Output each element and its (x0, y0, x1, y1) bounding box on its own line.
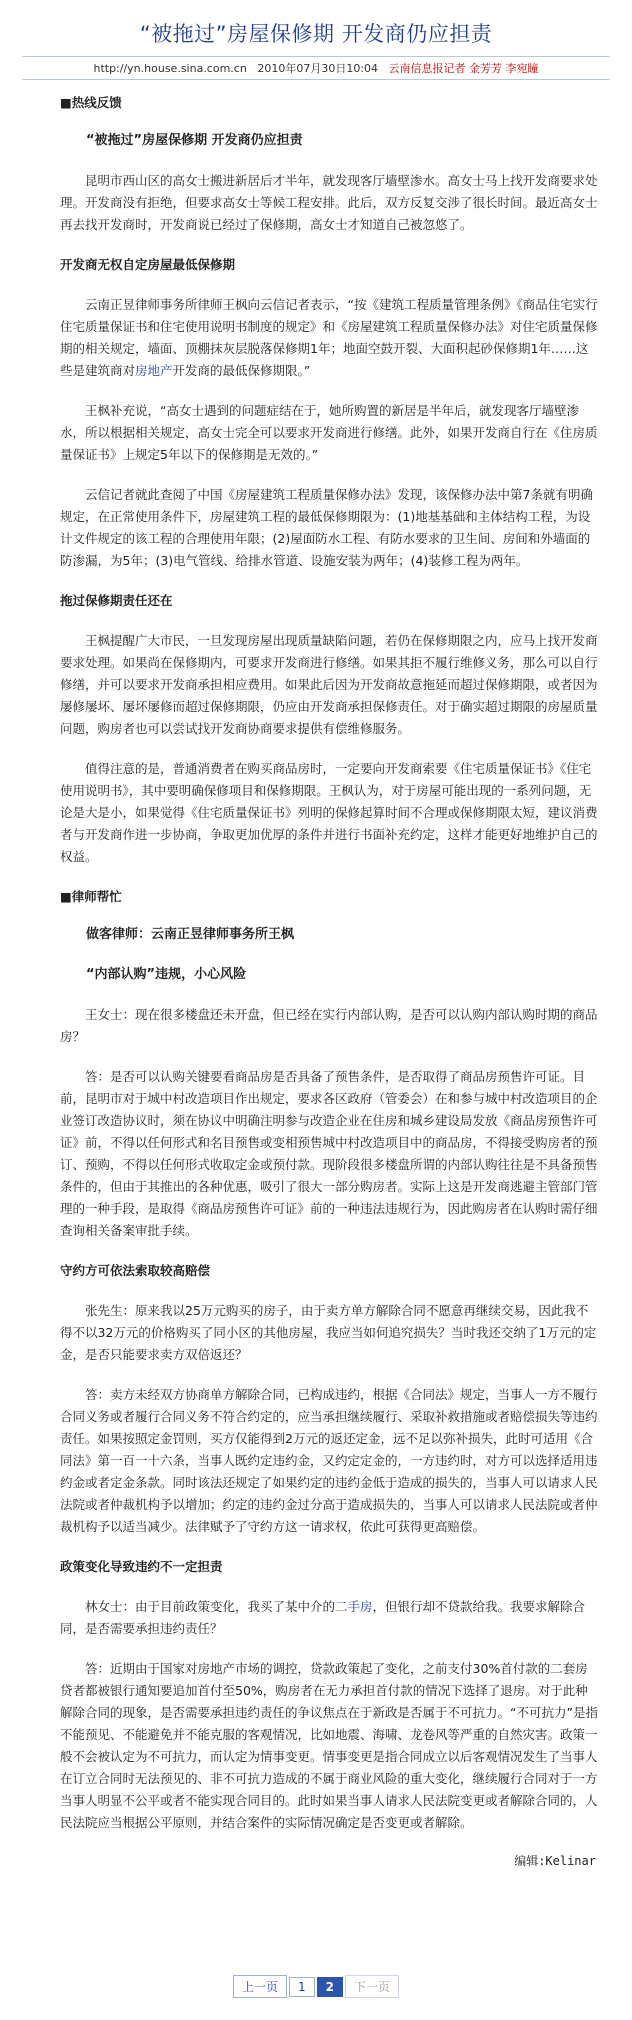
page-2-current: 2 (317, 1977, 343, 1997)
inline-link[interactable]: 房地产 (135, 363, 173, 378)
paragraph (60, 630, 598, 740)
paragraph-text: “内部认购”违规，小心风险 (86, 967, 247, 982)
paragraph (60, 294, 598, 382)
sub-heading (60, 130, 598, 152)
paragraph-text: 答：卖方未经双方协商单方解除合同，已构成违约，根据《合同法》规定，当事人一方不履行合同义务或者履行合同义务不符合约定的，应当承担继续履行、采取补救措施或者赔偿损失等违约责任。如果按照定金罚则，买方仅能得到2万元的返还定金，远不足以弥补损失，此时可适用《合同法》第一百一十六条，当事人既约定违约金，又约定定金的，一方违约时，对方可以选择适用违约金或者定金条款。同时该法还规定了如果约定的违约金低于造成的损失的，当事人可以请求人民法院或者仲裁机构予以增加；约定的违约金过分高于造成损失的，当事人可以请求人民法院或者仲裁机构予以适当减少。法律赋予了守约方这一请求权，依此可获得更高赔偿。 (60, 1387, 598, 1534)
sub-heading (60, 924, 598, 946)
paragraph (60, 400, 598, 466)
prev-page-button[interactable]: 上一页 (233, 1975, 287, 1998)
article-body (60, 92, 598, 1869)
sub-heading (60, 590, 598, 612)
paragraph-text: 开发商的最低保修期限。” (172, 363, 311, 378)
sub-heading (60, 254, 598, 276)
editor-signature: 编辑:Kelinar (514, 1854, 596, 1868)
paragraph-text: 林女士：由于目前政策变化，我买了某中介的 (85, 1599, 336, 1614)
paragraph-text: ，但银行却不贷款给我。我要求解除合同，是否需要承担违约责任？ (60, 1599, 586, 1636)
publish-datetime: 2010年07月30日10:04 (257, 62, 379, 75)
meta-divider (22, 79, 610, 80)
paragraph (60, 1658, 598, 1834)
article-author[interactable]: 云南信息报记者 金芳芳 李宛瞳 (388, 62, 539, 75)
section-heading (60, 92, 598, 114)
paragraph (60, 1300, 598, 1366)
paragraph (60, 1596, 598, 1640)
article-title: “被拖过”房屋保修期 开发商仍应担责 (139, 22, 493, 46)
paragraph-text: “被拖过”房屋保修期 开发商仍应担责 (86, 133, 303, 148)
paragraph-text: 值得注意的是，普通消费者在购买商品房时，一定要向开发商索要《住宅质量保证书》《住宅使用说明书》，其中要明确保修项目和保修期限。王枫认为，对于房屋可能出现的一系列问题，无论是大是小，如果觉得《住宅质量保证书》列明的保修起算时间不合理或保修期限太短，建议消费者与开发商作进一步协商，争取更加优厚的条件并进行书面补充约定，这样才能更好地维护自己的权益。 (60, 761, 598, 864)
paragraph-text: 政策变化导致违约不一定担责 (60, 1559, 223, 1574)
paragraph-text: ■律师帮忙 (60, 889, 122, 904)
sub-heading (60, 964, 598, 986)
source-url[interactable]: http://yn.house.sina.com.cn (93, 62, 247, 75)
paragraph-text: 王枫补充说，“高女士遇到的问题症结在于，她所购置的新居是半年后，就发现客厅墙壁渗水，所以根据相关规定，高女士完全可以要求开发商进行修缮。此外，如果开发商自行在《住房质量保证书》上规定5年以下的保修期是无效的。” (60, 403, 598, 462)
paragraph-text: 云南正昱律师事务所律师王枫向云信记者表示，“按《建筑工程质量管理条例》《商品住宅实行住宅质量保证书和住宅使用说明书制度的规定》和《房屋建筑工程质量保修办法》对住宅质量保修期的相关规定，墙面、顶棚抹灰层脱落保修期1年；地面空鼓开裂、大面积起砂保修期1年……这些是建筑商对 (60, 297, 598, 378)
paragraph-text: 答：是否可以认购关键要看商品房是否具备了预售条件，是否取得了商品房预售许可证。目前，昆明市对于城中村改造项目作出规定，要求各区政府（管委会）在和参与城中村改造项目的企业签订改造协议时，须在协议中明确注明参与改造企业在住房和城乡建设局发放《商品房预售许可证》前，不得以任何形式和名目预售或变相预售城中村改造项目中的商品房，不得接受购房者的预订、预购，不得以任何形式收取定金或预付款。现阶段很多楼盘所谓的内部认购往往是不具备预售条件的，但由于其推出的各种优惠，吸引了很大一部分购房者。实际上这是开发商逃避主管部门管理的一种手段，是取得《商品房预售许可证》前的一种违法违规行为，因此购房者在认购时需仔细查询相关备案审批手续。 (60, 1069, 598, 1238)
paragraph-text: 拖过保修期责任还在 (60, 593, 173, 608)
next-page-button[interactable]: 下一页 (345, 1975, 399, 1998)
paragraph-text: 云信记者就此查阅了中国《房屋建筑工程质量保修办法》发现，该保修办法中第7条就有明确规定，在正常使用条件下，房屋建筑工程的最低保修期限为：(1)地基基础和主体结构工程，为设计文件规定的该工程的合理使用年限；(2)屋面防水工程、有防水要求的卫生间、房间和外墙面的防渗漏，为5年；(3)电气管线、给排水管道、设施安装为两年；(4)装修工程为两年。 (60, 487, 593, 568)
paragraph-text: 王枫提醒广大市民，一旦发现房屋出现质量缺陷问题，若仍在保修期限之内，应马上找开发商要求处理。如果尚在保修期内，可要求开发商进行修缮。如果其拒不履行维修义务，那么可以自行修缮，并可以要求开发商承担相应费用。如果此后因为开发商故意拖延而超过保修期限，或者因为屡修屡坏、屡坏屡修而超过保修期限，仍应由开发商承担保修责任。对于确实超过期限的房屋质量问题，购房者也可以尝试找开发商协商要求提供有偿维修服务。 (60, 633, 598, 736)
pagination (0, 1975, 632, 1998)
page-1-link[interactable]: 1 (289, 1977, 315, 1997)
paragraph (60, 484, 598, 572)
paragraph-text: 昆明市西山区的高女士搬进新居后才半年，就发现客厅墙壁渗水。高女士马上找开发商要求处理。开发商没有拒绝，但要求高女士等候工程安排。此后，双方反复交涉了很长时间。最近高女士再去找开发商时，开发商说已经过了保修期，高女士才知道自己被忽悠了。 (60, 173, 598, 232)
sub-heading (60, 1556, 598, 1578)
inline-link[interactable]: 二手房 (335, 1599, 373, 1614)
paragraph (60, 1384, 598, 1538)
paragraph (60, 170, 598, 236)
paragraph-text: 守约方可依法索取较高赔偿 (60, 1263, 211, 1278)
paragraph-text: 做客律师：云南正昱律师事务所王枫 (86, 927, 295, 942)
title-divider (22, 56, 610, 57)
section-heading (60, 886, 598, 908)
article-meta (0, 60, 632, 76)
paragraph-text: ■热线反馈 (60, 95, 122, 110)
paragraph-text: 张先生：原来我以25万元购买的房子，由于卖方单方解除合同不愿意再继续交易，因此我不得不以32万元的价格购买了同小区的其他房屋，我应当如何追究损失？当时我还交纳了1万元的定金，是否只能要求卖方双倍返还？ (60, 1303, 597, 1362)
paragraph (60, 758, 598, 868)
paragraph (60, 1066, 598, 1242)
paragraph-text: 答：近期由于国家对房地产市场的调控，贷款政策起了变化，之前支付30%首付款的二套房贷者都被银行通知要追加首付至50%，购房者在无力承担首付款的情况下选择了退房。对于此种解除合同的现象，是否需要承担违约责任的争议焦点在于新政是否属于不可抗力。“不可抗力”是指不能预见、不能避免并不能克服的客观情况，比如地震、海啸、龙卷风等严重的自然灾害。政策一般不会被认定为不可抗力，而认定为情事变更。情事变更是指合同成立以后客观情况发生了当事人在订立合同时无法预见的、非不可抗力造成的不属于商业风险的重大变化，继续履行合同对于一方当事人明显不公平或者不能实现合同目的。此时如果当事人请求人民法院变更或者解除合同的，人民法院应当根据公平原则，并结合案件的实际情况确定是否变更或者解除。 (60, 1661, 598, 1830)
paragraph (60, 1004, 598, 1048)
sub-heading (60, 1260, 598, 1282)
paragraph-text: 王女士：现在很多楼盘还未开盘，但已经在实行内部认购，是否可以认购内部认购时期的商品房？ (60, 1007, 598, 1044)
paragraph-text: 开发商无权自定房屋最低保修期 (60, 257, 236, 272)
